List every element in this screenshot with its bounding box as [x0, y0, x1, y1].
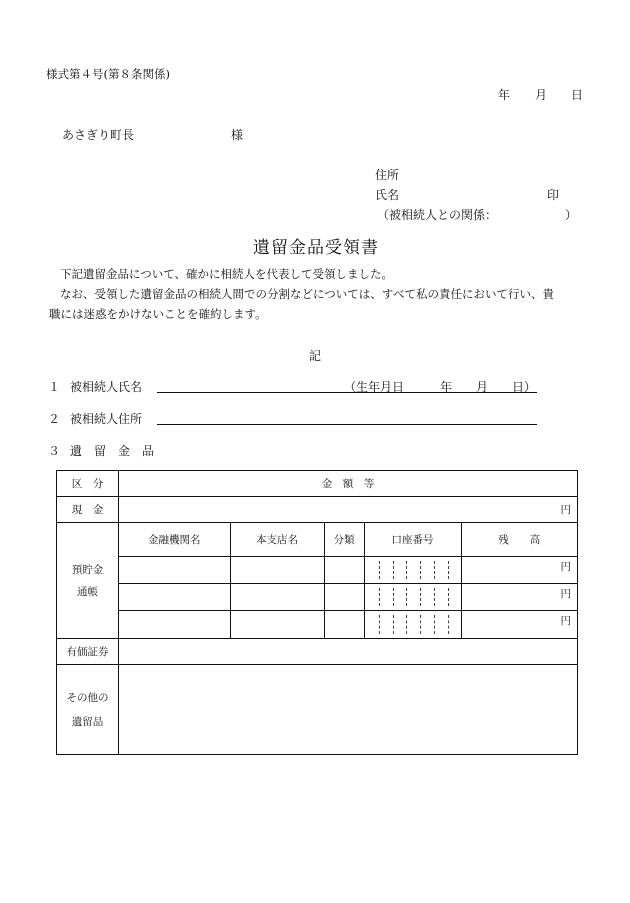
paragraph-3: 職には迷惑をかけないことを確約します。: [49, 307, 267, 321]
item-2-label: 被相続人住所: [70, 412, 143, 426]
item-1-number: １: [48, 380, 61, 394]
other-items-label: その他の 遺留品: [57, 665, 119, 755]
seal-mark: 印: [547, 188, 560, 202]
deceased-address-line[interactable]: [157, 424, 537, 425]
paragraph-1: 下記遺留金品について、確かに相続人を代表して受領しました。: [60, 267, 394, 281]
account-number-cell[interactable]: [364, 610, 461, 638]
bank-name-header: 金融機関名: [119, 523, 230, 556]
cash-unit: 円: [560, 504, 571, 516]
account-number-cell[interactable]: [364, 556, 461, 583]
remains-table: [56, 470, 578, 755]
cash-label: 現 金: [57, 497, 119, 523]
birth-date: （生年月日 年 月 日）: [344, 380, 537, 394]
account-number-header: 口座番号: [364, 523, 461, 556]
amount-header: 金 額 等: [119, 471, 578, 497]
date-year: 年: [498, 88, 511, 102]
item-2-number: ２: [48, 412, 61, 426]
type-cell[interactable]: [324, 583, 364, 610]
account-number-cell[interactable]: [364, 583, 461, 610]
balance-cell[interactable]: 円: [461, 556, 577, 583]
deposit-label: 預貯金 通帳: [57, 523, 119, 639]
type-cell[interactable]: [324, 610, 364, 638]
balance-cell[interactable]: 円: [461, 583, 577, 610]
bank-name-cell[interactable]: [119, 583, 230, 610]
item-1-label: 被相続人氏名: [70, 380, 143, 394]
other-items-cell[interactable]: [119, 665, 578, 755]
ki-heading: 記: [309, 349, 322, 363]
addressee-name: あさぎり町長: [62, 128, 135, 142]
branch-header: 本支店名: [230, 523, 324, 556]
item-3-number: ３: [48, 444, 61, 458]
relation-label: （被相続人との関係：: [377, 208, 498, 222]
branch-cell[interactable]: [230, 610, 324, 638]
type-cell[interactable]: [324, 556, 364, 583]
date-month: 月: [535, 88, 548, 102]
branch-cell[interactable]: [230, 556, 324, 583]
branch-cell[interactable]: [230, 583, 324, 610]
addressee-honorific: 様: [231, 128, 244, 142]
relation-close: ）: [565, 208, 578, 222]
name-label: 氏名: [375, 188, 400, 202]
cash-amount-cell[interactable]: [119, 497, 578, 523]
category-header: 区 分: [57, 471, 119, 497]
bank-name-cell[interactable]: [119, 556, 230, 583]
type-header: 分類: [324, 523, 364, 556]
paragraph-2: なお、受領した遺留金品の相続人間での分割などについては、すべて私の責任において行い、貴: [60, 287, 555, 301]
bank-name-cell[interactable]: [119, 610, 230, 638]
balance-header: 残 高: [461, 523, 577, 556]
item-3-label: 遺 留 金 品: [70, 444, 155, 458]
deposit-grid: [119, 523, 578, 639]
balance-cell[interactable]: 円: [461, 610, 577, 638]
securities-cell[interactable]: [119, 639, 578, 665]
address-label: 住所: [375, 168, 400, 182]
document-title: 遺留金品受領書: [253, 238, 379, 258]
date-day: 日: [571, 88, 584, 102]
form-number: 様式第４号(第８条関係): [46, 67, 170, 81]
securities-label: 有価証券: [57, 639, 119, 665]
